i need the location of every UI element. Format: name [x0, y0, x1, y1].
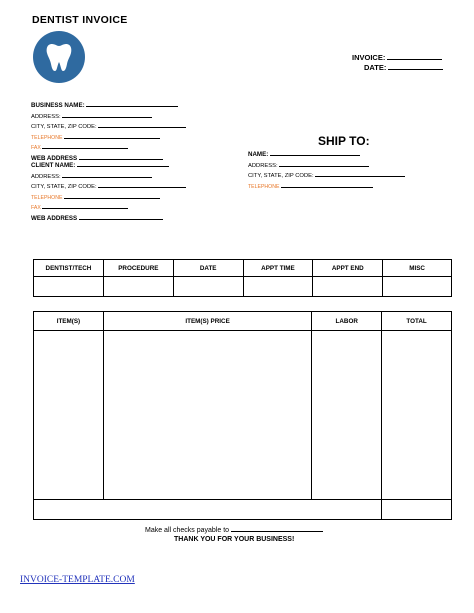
table-cell[interactable]	[103, 331, 311, 500]
page-title: DENTIST INVOICE	[32, 14, 128, 26]
visit-table	[33, 259, 452, 297]
business-block	[31, 100, 186, 164]
visit-header-cell: MISC	[383, 260, 452, 277]
client-fax-field[interactable]	[31, 202, 186, 213]
table-cell[interactable]	[173, 277, 243, 297]
visit-header-cell: DENTIST/TECH	[34, 260, 104, 277]
items-header-cell: TOTAL	[382, 312, 452, 331]
table-cell[interactable]	[34, 331, 104, 500]
business-address-label: ADDRESS:	[31, 113, 61, 120]
ship-address-field[interactable]	[248, 160, 405, 171]
ship-name-field[interactable]	[248, 149, 405, 160]
ship-telephone-label: TELEPHONE	[248, 183, 280, 190]
client-fax-label: FAX	[31, 205, 41, 212]
payable-text: Make all checks payable to	[145, 527, 230, 534]
items-header-cell: LABOR	[312, 312, 382, 331]
ship-city-label: CITY, STATE, ZIP CODE:	[248, 173, 314, 180]
business-name-label: BUSINESS NAME:	[31, 102, 85, 109]
visit-header-cell: APPT TIME	[243, 260, 313, 277]
business-name-field[interactable]	[31, 100, 186, 111]
invoice-number-field[interactable]	[352, 53, 442, 62]
items-header-cell: ITEM(S) PRICE	[103, 312, 311, 331]
visit-header-cell: DATE	[173, 260, 243, 277]
date-label: DATE:	[364, 63, 387, 72]
client-name-field[interactable]	[31, 160, 186, 171]
ship-city-field[interactable]	[248, 170, 405, 181]
ship-to-heading: SHIP TO:	[318, 134, 370, 148]
tooth-icon	[45, 42, 73, 72]
table-row	[34, 331, 452, 500]
business-telephone-field[interactable]	[31, 132, 186, 143]
table-cell[interactable]	[34, 500, 382, 520]
client-name-label: CLIENT NAME:	[31, 162, 76, 169]
logo	[33, 31, 85, 83]
table-cell[interactable]	[34, 277, 104, 297]
business-telephone-label: TELEPHONE	[31, 134, 63, 141]
client-city-label: CITY, STATE, ZIP CODE:	[31, 184, 97, 191]
client-block	[31, 160, 186, 224]
client-address-label: ADDRESS:	[31, 173, 61, 180]
table-row	[34, 277, 452, 297]
business-address-field[interactable]	[31, 111, 186, 122]
invoice-date-field[interactable]	[364, 63, 443, 72]
items-table-header	[34, 312, 452, 331]
visit-header-cell: APPT END	[313, 260, 383, 277]
client-city-field[interactable]	[31, 181, 186, 192]
table-cell[interactable]	[312, 331, 382, 500]
business-city-field[interactable]	[31, 121, 186, 132]
client-address-field[interactable]	[31, 171, 186, 182]
items-table	[33, 311, 452, 520]
business-fax-field[interactable]	[31, 142, 186, 153]
ship-to-block	[248, 149, 405, 191]
table-cell[interactable]	[383, 277, 452, 297]
visit-header-cell: PROCEDURE	[103, 260, 173, 277]
client-telephone-label: TELEPHONE	[31, 194, 63, 201]
client-web-field[interactable]	[31, 213, 186, 224]
business-web-label: WEB ADDRESS	[31, 154, 78, 162]
business-fax-label: FAX	[31, 145, 41, 152]
invoice-label: INVOICE:	[352, 53, 386, 62]
payable-note[interactable]	[145, 525, 323, 534]
client-web-label: WEB ADDRESS	[31, 214, 78, 222]
business-city-label: CITY, STATE, ZIP CODE:	[31, 124, 97, 131]
visit-table-header	[34, 260, 452, 277]
table-cell[interactable]	[382, 331, 452, 500]
table-row	[34, 500, 452, 520]
table-cell[interactable]	[243, 277, 313, 297]
thank-you-text: THANK YOU FOR YOUR BUSINESS!	[174, 536, 295, 543]
ship-address-label: ADDRESS:	[248, 162, 278, 169]
items-header-cell: ITEM(S)	[34, 312, 104, 331]
table-cell[interactable]	[313, 277, 383, 297]
grand-total-cell[interactable]	[382, 500, 452, 520]
ship-name-label: NAME:	[248, 151, 269, 158]
table-cell[interactable]	[103, 277, 173, 297]
footer-link[interactable]: INVOICE-TEMPLATE.COM	[20, 575, 135, 585]
ship-telephone-field[interactable]	[248, 181, 405, 192]
client-telephone-field[interactable]	[31, 192, 186, 203]
